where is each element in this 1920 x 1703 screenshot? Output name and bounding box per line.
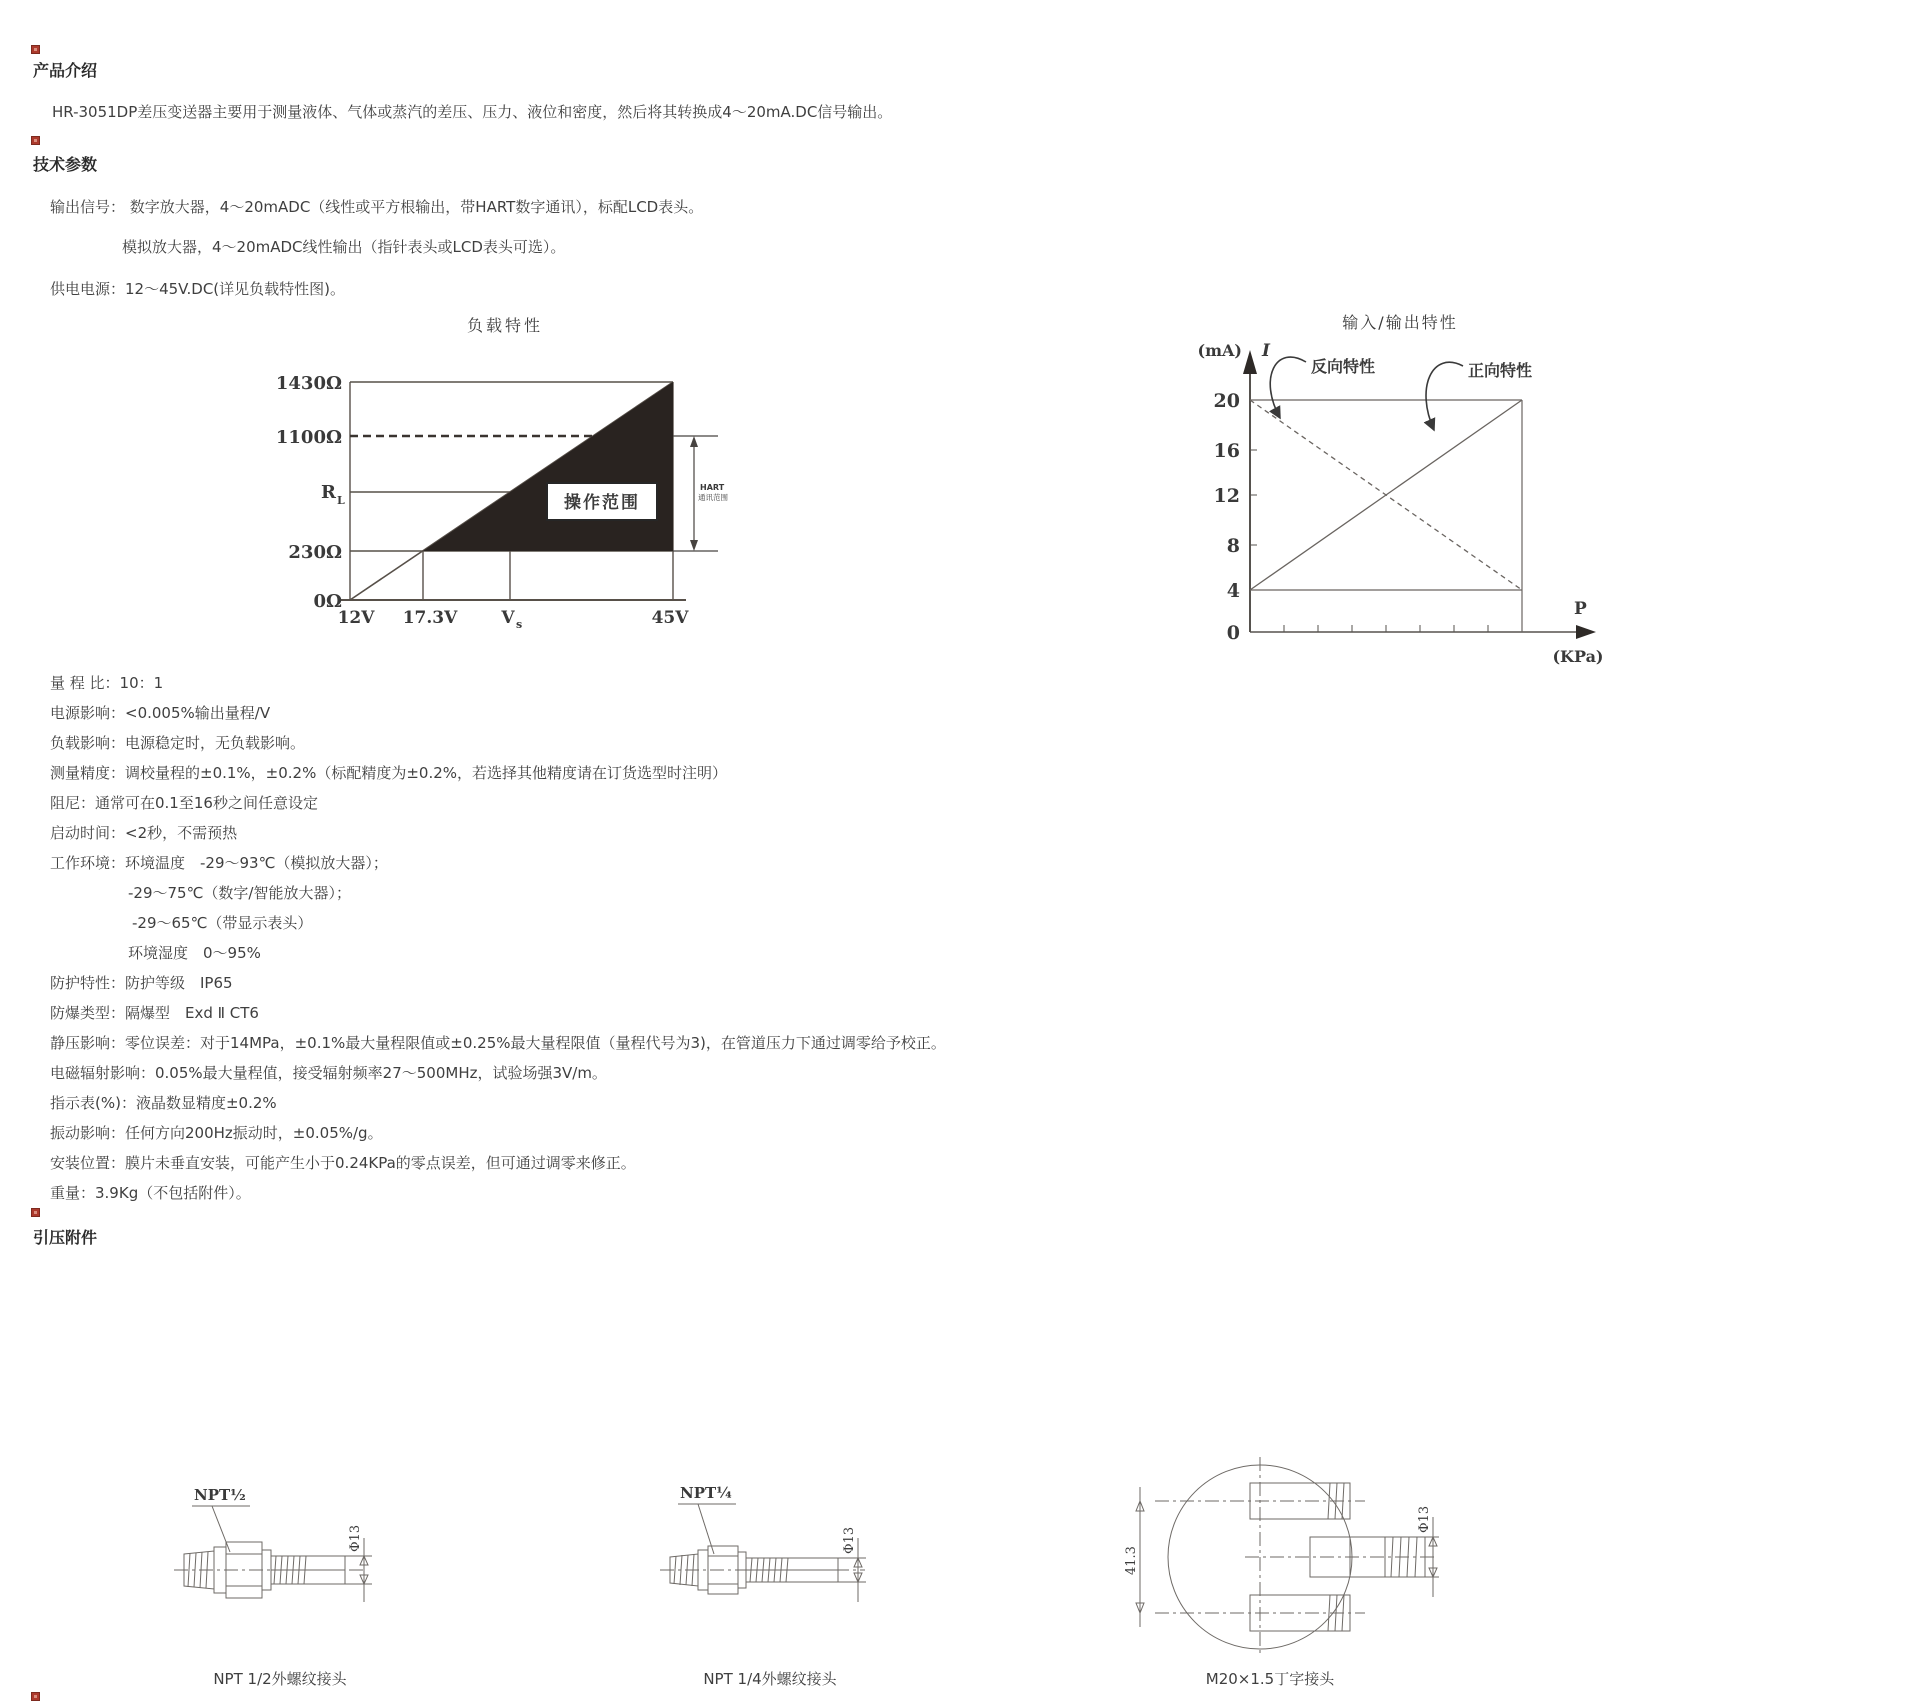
y-axis-arrow-icon: [1243, 350, 1257, 374]
x-axis-symbol: P: [1574, 599, 1587, 619]
y-tick-20: 20: [1213, 390, 1240, 412]
spec-line: 工作环境：环境温度 -29～93℃（模拟放大器）；: [50, 854, 388, 872]
spec-line: 指示表(%)：液晶数显精度±0.2%: [50, 1094, 277, 1112]
section-bullet-icon: [31, 1692, 40, 1701]
output-signal-line-1: 输出信号： 数字放大器，4～20mADC（线性或平方根输出，带HART数字通讯），标配LCD表头。: [50, 198, 704, 216]
fitting-caption: M20×1.5丁字接头: [1205, 1670, 1335, 1688]
y-tick-1430: 1430Ω: [275, 373, 342, 394]
height-dim-label: 41.3: [1124, 1546, 1139, 1575]
section-bullet-icon: [31, 1208, 40, 1217]
intro-heading: 产品介绍: [33, 61, 98, 80]
x-tick-vs-sub: s: [516, 618, 523, 631]
fitting-drawing-m20-tee: [1095, 1425, 1440, 1675]
output-signal-line-2: 模拟放大器，4～20mADC线性输出（指针表头或LCD表头可选）。: [122, 238, 566, 256]
fitting-caption: NPT 1/2外螺纹接头: [213, 1670, 347, 1688]
thread-size-label: NPT¼: [680, 1484, 732, 1502]
chart-frame: [1250, 400, 1522, 632]
diameter-dim-label: Φ13: [1417, 1505, 1432, 1533]
spec-line: 环境湿度 0～95%: [128, 944, 261, 962]
reverse-annotation-arrow: [1270, 357, 1306, 418]
section-bullet-icon: [31, 136, 40, 145]
spec-line: -29～75℃（数字/智能放大器）；: [128, 884, 351, 902]
spec-line: 启动时间：<2秒，不需预热: [50, 824, 238, 842]
x-unit-label: (KPa): [1552, 647, 1604, 666]
spec-line: 重量：3.9Kg（不包括附件）。: [50, 1184, 251, 1202]
y-tick-1100: 1100Ω: [275, 427, 342, 448]
spec-line: 负载影响：电源稳定时，无负载影响。: [50, 734, 306, 752]
tech-heading: 技术参数: [33, 155, 98, 174]
spec-line: 电源影响：<0.005%输出量程/V: [50, 704, 271, 722]
y-axis-symbol: I: [1262, 341, 1270, 361]
y-tick-12: 12: [1213, 485, 1240, 507]
hart-annotation-line2: 通讯范围: [698, 493, 728, 502]
intro-body: HR-3051DP差压变送器主要用于测量液体、气体或蒸汽的差压、压力、液位和密度，然后将其转换成4～20mA.DC信号输出。: [52, 103, 893, 121]
fitting-drawing-npt-half: [150, 1450, 410, 1665]
forward-annotation-arrow: [1426, 362, 1463, 430]
spec-line: 安装位置：膜片未垂直安装，可能产生小于0.24KPa的零点误差，但可通过调零来修正。: [50, 1154, 636, 1172]
chart-axes: [1250, 360, 1578, 632]
chart-title: 输入/输出特性: [1342, 313, 1458, 332]
y-tick-230: 230Ω: [288, 542, 342, 563]
spec-line: 量 程 比：10：1: [50, 674, 164, 692]
chart-title: 负载特性: [466, 316, 544, 335]
io-characteristic-chart: [1180, 300, 1640, 680]
load-characteristic-chart: [170, 300, 750, 652]
thread-size-label: NPT½: [194, 1486, 246, 1504]
power-supply-line: 供电电源：12～45V.DC(详见负载特性图)。: [50, 280, 345, 298]
hart-annotation-line1: HART: [700, 483, 725, 492]
reverse-series-label: 反向特性: [1311, 357, 1376, 376]
fitting-drawing-npt-quarter: [640, 1450, 900, 1665]
section-bullet-icon: [31, 45, 40, 54]
forward-series-label: 正向特性: [1468, 361, 1533, 380]
spec-line: 电磁辐射影响：0.05%最大量程值，接受辐射频率27～500MHz，试验场强3V/m。: [50, 1064, 607, 1082]
diameter-dim-label: Φ13: [348, 1524, 363, 1552]
spec-line: -29～65℃（带显示表头）: [132, 914, 313, 932]
spec-line: 测量精度：调校量程的±0.1%，±0.2%（标配精度为±0.2%，若选择其他精度请在订货选型时注明）: [50, 764, 728, 782]
operating-region-triangle: [423, 382, 673, 551]
y-tick-0: 0: [1226, 622, 1240, 644]
x-axis-arrow-icon: [1576, 625, 1596, 639]
spec-line: 静压影响：零位误差：对于14MPa，±0.1%最大量程限值或±0.25%最大量程限值（量程代号为3)，在管道压力下通过调零给予校正。: [50, 1034, 946, 1052]
y-tick-4: 4: [1226, 580, 1240, 602]
spec-line: 振动影响：任何方向200Hz振动时，±0.05%/g。: [50, 1124, 383, 1142]
y-tick-rl-sub: L: [337, 494, 345, 507]
y-tick-8: 8: [1226, 535, 1240, 557]
arrow-up-icon: [690, 436, 698, 447]
y-unit-label: (mA): [1197, 341, 1242, 360]
spec-line: 防爆类型：隔爆型 Exd Ⅱ CT6: [50, 1004, 259, 1022]
x-tick-12v: 12V: [337, 608, 375, 628]
x-tick-45v: 45V: [651, 608, 689, 628]
arrow-down-icon: [690, 540, 698, 551]
fittings-heading: 引压附件: [33, 1228, 98, 1247]
y-tick-16: 16: [1213, 440, 1240, 462]
x-tick-173v: 17.3V: [402, 608, 458, 628]
y-tick-rl-base: R: [321, 482, 336, 503]
x-tick-vs-base: V: [501, 608, 515, 628]
y-tick-0: 0Ω: [313, 591, 342, 612]
fitting-caption: NPT 1/4外螺纹接头: [703, 1670, 837, 1688]
spec-line: 防护特性：防护等级 IP65: [50, 974, 233, 992]
spec-line: 阻尼：通常可在0.1至16秒之间任意设定: [50, 794, 318, 812]
diameter-dim-label: Φ13: [842, 1526, 857, 1554]
operating-region-label: 操作范围: [564, 493, 640, 513]
